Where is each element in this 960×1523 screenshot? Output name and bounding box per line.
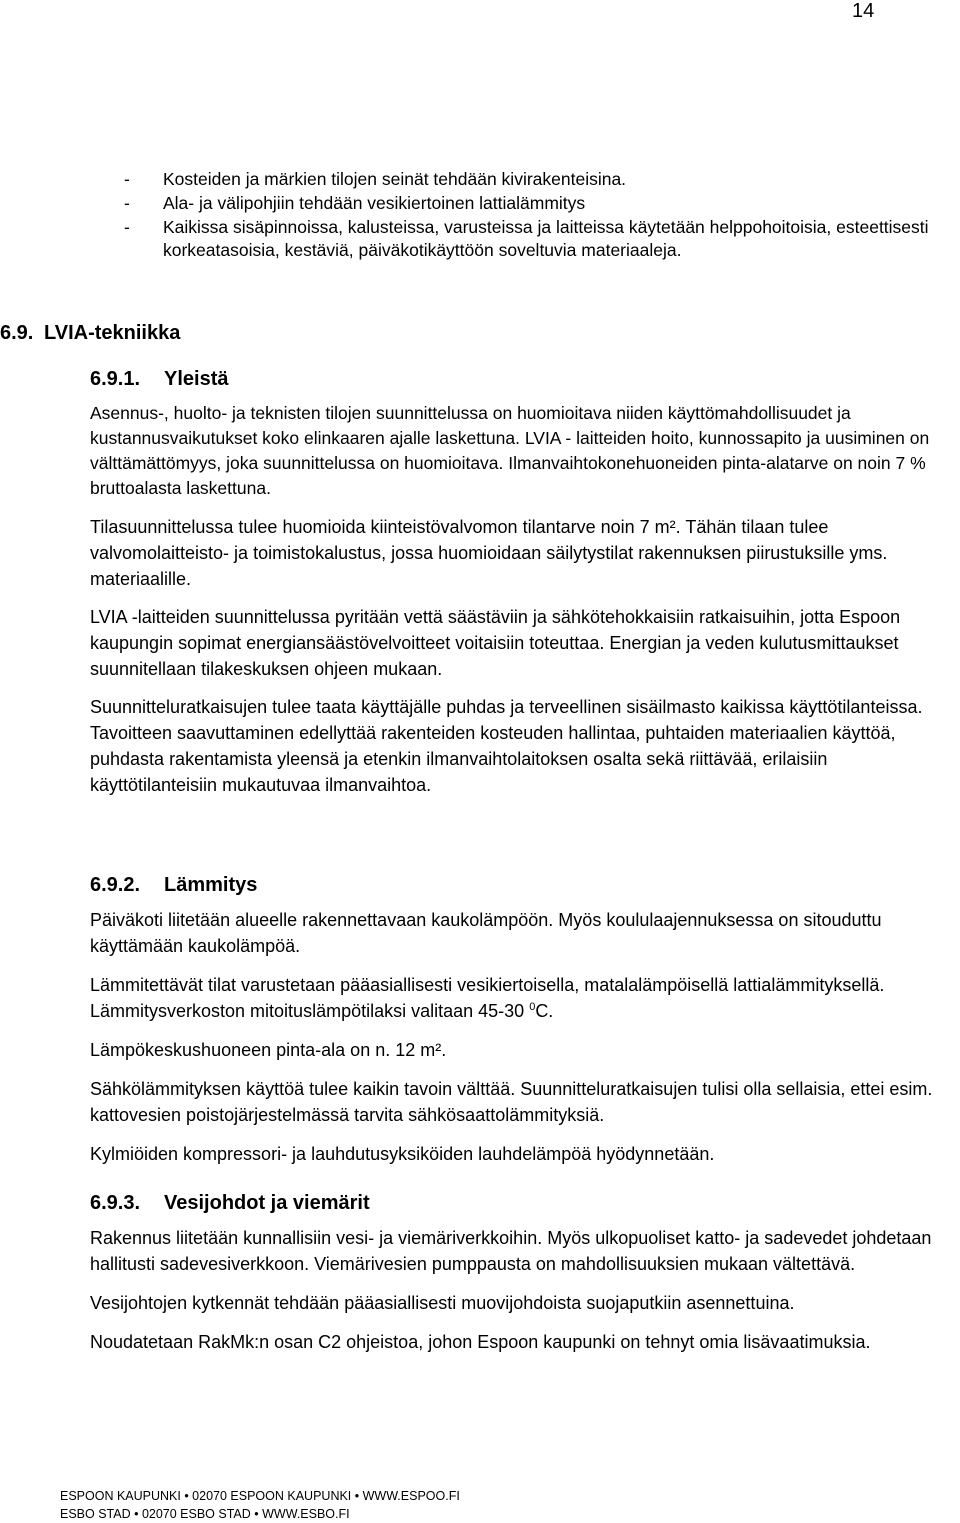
requirements-list [124, 168, 944, 263]
subsection-title: Vesijohdot ja viemärit [164, 1192, 370, 1214]
paragraph: Asennus-, huolto- ja teknisten tilojen suunnittelussa on huomioitava niiden käyttömahdollisuudet ja kustannusvaikutukset koko elinkaaren ajalle laskettuna. LVIA - laitteiden hoito, kunnossapito ja uusiminen on välttämättömyys, joka suunnittelussa on huomioitava. Ilmanvaihtokonehuoneiden pinta-alatarve on noin 7 % bruttoalasta laskettuna. [90, 403, 930, 498]
section-title: LVIA-tekniikka [44, 322, 181, 344]
subsection-number: 6.9.1. [90, 368, 141, 390]
paragraph-text-tail: C. [535, 1001, 554, 1021]
paragraph: Lämpökeskushuoneen pinta-ala on n. 12 m². [90, 1040, 447, 1060]
list-item [124, 168, 944, 192]
subsection-number: 6.9.3. [90, 1192, 141, 1214]
bullet-dash: - [124, 192, 130, 213]
list-item [124, 192, 944, 216]
footer-line-finnish: ESPOON KAUPUNKI • 02070 ESPOON KAUPUNKI • WWW.ESPOO.FI [60, 1489, 460, 1503]
paragraph: LVIA -laitteiden suunnittelussa pyritään vettä säästäviin ja sähkötehokkaisiin ratkaisuihin, jotta Espoon kaupungin sopimat energiansäästövelvoitteet voitaisiin toteuttaa. Energian ja veden kulutusmittaukset suunnitellaan tilakeskuksen ohjeen mukaan. [90, 607, 901, 679]
subsection-title: Lämmitys [164, 874, 258, 896]
bullet-dash: - [124, 216, 130, 237]
subsection-heading-lammitys [90, 874, 257, 897]
section-heading-lvia [0, 322, 180, 345]
paragraph: Vesijohtojen kytkennät tehdään pääasiallisesti muovijohdoista suojaputkiin asennettuina. [90, 1293, 795, 1313]
paragraph: Sähkölämmityksen käyttöä tulee kaikin tavoin välttää. Suunnitteluratkaisujen tulisi olla sellaisia, ettei esim. kattovesien poistojärjestelmässä tarvita sähkösaattolämmityksiä. [90, 1079, 933, 1125]
list-item-text: Kosteiden ja märkien tilojen seinät tehdään kivirakenteisina. [163, 169, 627, 189]
subsection-heading-yleista [90, 368, 228, 391]
paragraph-text: Lämmitettävät tilat varustetaan pääasiallisesti vesikiertoisella, matalalämpöisellä lattialämmityksellä. Lämmitysverkoston mitoituslämpötilaksi valitaan 45-30 [90, 975, 885, 1021]
paragraph: Päiväkoti liitetään alueelle rakennettavaan kaukolämpöön. Myös koululaajennuksessa on sitouduttu käyttämään kaukolämpöä. [90, 910, 882, 956]
list-item [124, 216, 944, 264]
section-number: 6.9. [0, 322, 34, 344]
yleista-body [90, 401, 940, 798]
subsection-heading-vesijohdot [90, 1192, 370, 1215]
paragraph [90, 972, 940, 1024]
list-item-text: Kaikissa sisäpinnoissa, kalusteissa, varusteissa ja laitteissa käytetään helppohoitoisia, esteettisesti korkeatasoisia, kestäviä, päiväkotikäyttöön soveltuvia materiaaleja. [163, 216, 929, 261]
subsection-number: 6.9.2. [90, 874, 141, 896]
paragraph: Suunnitteluratkaisujen tulee taata käyttäjälle puhdas ja terveellinen sisäilmasto kaikissa käyttötilanteissa. Tavoitteen saavuttaminen edellyttää rakenteiden kosteuden hallintaa, puhtaiden materiaalien käyttöä, puhdasta rakentamista yleensä ja etenkin ilmanvaihtolaitoksen osalta sekä riittävää, erilaisiin käyttötilanteisiin mukautuvaa ilmanvaihtoa. [90, 697, 923, 795]
paragraph: Tilasuunnittelussa tulee huomioida kiinteistövalvomon tilantarve noin 7 m². Tähän tilaan tulee valvomolaitteisto- ja toimistokalustus, jossa huomioidaan säilytystilat rakennuksen piirustuksille yms. materiaalille. [90, 517, 888, 589]
paragraph: Noudatetaan RakMk:n osan C2 ohjeistoa, johon Espoon kaupunki on tehnyt omia lisävaatimuksia. [90, 1332, 871, 1352]
paragraph: Kylmiöiden kompressori- ja lauhdutusyksiköiden lauhdelämpöä hyödynnetään. [90, 1144, 715, 1164]
lammitys-body [90, 907, 940, 1167]
vesijohdot-body [90, 1225, 940, 1355]
page-number: 14 [852, 0, 875, 22]
page-footer [60, 1487, 460, 1523]
bullet-dash: - [124, 169, 130, 189]
subsection-title: Yleistä [164, 368, 229, 390]
footer-line-swedish: ESBO STAD • 02070 ESBO STAD • WWW.ESBO.FI [60, 1507, 350, 1521]
list-item-text: Ala- ja välipohjiin tehdään vesikiertoinen lattialämmitys [163, 192, 586, 213]
paragraph: Rakennus liitetään kunnallisiin vesi- ja viemäriverkkoihin. Myös ulkopuoliset katto- ja sadevedet johdetaan hallitusti sadevesiverkkoon. Viemärivesien pumppausta on mahdollisuuksien mukaan vältettävä. [90, 1228, 932, 1274]
superscript: 0 [529, 1001, 536, 1013]
